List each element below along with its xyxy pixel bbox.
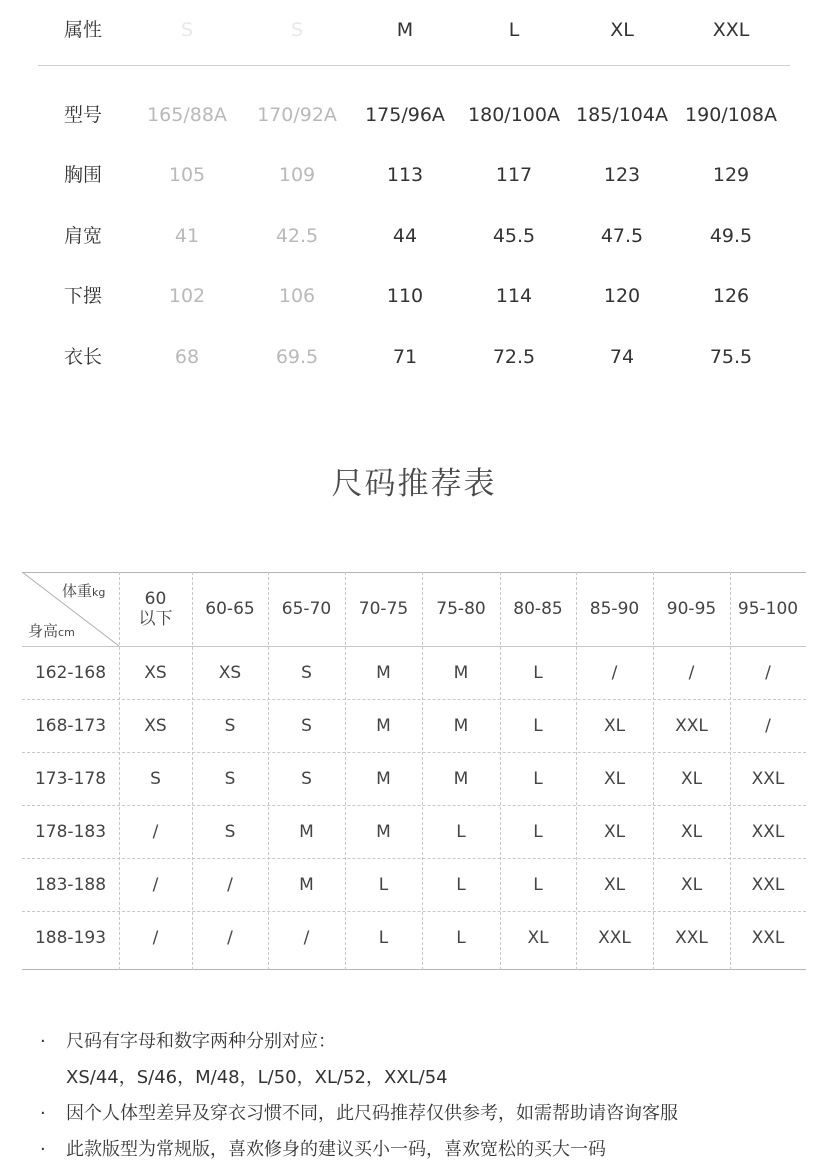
spec-header-size: S (180, 19, 194, 41)
spec-divider (38, 65, 790, 66)
spec-row-label: 下摆 (64, 285, 103, 307)
spec-header-size: S (290, 19, 304, 41)
size-cell: / (765, 716, 771, 736)
size-cell: L (378, 875, 389, 895)
size-recommendation-table (22, 572, 806, 970)
size-cell: / (152, 822, 159, 842)
height-unit: cm (58, 626, 75, 639)
weight-col-header (119, 572, 192, 646)
note-text: XS/44，S/46，M/48，L/50，XL/52，XXL/54 (66, 1067, 448, 1088)
height-row-label: 173-178 (34, 769, 107, 789)
size-cell: L (533, 663, 543, 683)
spec-row (0, 342, 828, 372)
size-cell: S (224, 769, 236, 789)
spec-row (0, 221, 828, 251)
size-cell: L (456, 822, 466, 842)
note-bullet: · (40, 1139, 46, 1160)
size-cell: XL (680, 769, 703, 789)
spec-row (0, 100, 828, 130)
note-bullet: · (40, 1103, 46, 1124)
spec-value: 117 (495, 164, 533, 186)
size-cell: L (533, 822, 543, 842)
size-cell: / (611, 663, 618, 683)
size-cell: XL (680, 822, 703, 842)
weight-col-header: 60-65 (205, 599, 255, 619)
size-cell: XL (527, 928, 549, 948)
size-cell: XS (218, 663, 242, 683)
size-cell: M (453, 716, 469, 736)
size-cell: XL (603, 822, 626, 842)
size-cell: L (456, 928, 466, 948)
size-cell: M (453, 663, 469, 683)
size-cell: XL (603, 716, 626, 736)
height-axis-label (28, 620, 75, 641)
size-cell: S (301, 716, 312, 736)
size-cell: XS (144, 663, 167, 683)
size-cell: XL (603, 769, 626, 789)
spec-value: 165/88A (147, 104, 227, 126)
size-cell: L (533, 716, 543, 736)
size-cell: / (227, 875, 233, 895)
spec-row-label: 胸围 (64, 164, 103, 186)
spec-value: 105 (168, 164, 206, 186)
spec-value: 190/108A (685, 104, 777, 126)
spec-value: 180/100A (468, 104, 560, 126)
spec-value: 175/96A (365, 104, 445, 126)
spec-value: 170/92A (257, 104, 337, 126)
spec-value: 74 (609, 346, 635, 368)
spec-row-label: 衣长 (64, 346, 103, 368)
spec-row (0, 160, 828, 190)
spec-row (0, 281, 828, 311)
weight-col-header: 70-75 (358, 599, 409, 619)
spec-value: 126 (712, 285, 750, 307)
note-text: 此款版型为常规版，喜欢修身的建议买小一码，喜欢宽松的买大一码 (66, 1139, 606, 1160)
size-cell: XXL (751, 928, 785, 948)
height-row-label: 162-168 (34, 663, 107, 683)
size-cell: M (299, 822, 314, 842)
size-cell: M (376, 822, 391, 842)
note-text: 尺码有字母和数字两种分别对应： (66, 1031, 336, 1052)
spec-value: 185/104A (576, 104, 668, 126)
size-cell: L (456, 875, 466, 895)
spec-value: 110 (386, 285, 424, 307)
size-cell: M (376, 663, 391, 683)
size-cell: S (150, 769, 161, 789)
weight-col-header: 65-70 (281, 599, 332, 619)
size-cell: S (301, 769, 312, 789)
size-cell: M (376, 716, 391, 736)
note-item (40, 1100, 800, 1136)
height-row-label: 168-173 (34, 716, 107, 736)
spec-value: 102 (168, 285, 206, 307)
spec-value: 120 (603, 285, 641, 307)
size-cell: L (378, 928, 389, 948)
spec-value: 68 (174, 346, 200, 368)
weight-col-header: 85-90 (589, 599, 640, 619)
size-cell: XL (680, 875, 703, 895)
spec-header-row (0, 15, 828, 45)
spec-header-size: XL (610, 19, 634, 41)
size-cell: / (688, 663, 695, 683)
size-cell: S (301, 663, 312, 683)
height-row-label: 178-183 (34, 822, 107, 842)
corner-cell (22, 572, 119, 646)
spec-header-label: 属性 (64, 19, 103, 41)
size-cell: XS (144, 716, 167, 736)
size-cell: XXL (751, 875, 785, 895)
spec-value: 71 (392, 346, 418, 368)
size-cell: XXL (675, 716, 708, 736)
spec-value: 75.5 (709, 346, 753, 368)
spec-value: 72.5 (492, 346, 536, 368)
size-cell: M (299, 875, 314, 895)
spec-row-label: 肩宽 (64, 225, 103, 247)
size-cell: / (765, 663, 771, 683)
spec-value: 129 (712, 164, 750, 186)
weight-unit: kg (92, 586, 106, 599)
weight-label: 体重 (62, 582, 93, 600)
size-cell: XL (603, 875, 626, 895)
spec-header-size: M (396, 19, 414, 41)
size-cell: XXL (598, 928, 631, 948)
size-cell: M (376, 769, 391, 789)
spec-value: 41 (174, 225, 200, 247)
spec-value: 106 (278, 285, 316, 307)
section-title: 尺码推荐表 (331, 466, 497, 502)
size-cell: / (152, 875, 159, 895)
size-notes (40, 1028, 800, 1172)
weight-col-header: 75-80 (436, 599, 486, 619)
size-cell: L (533, 875, 543, 895)
spec-value: 123 (603, 164, 641, 186)
spec-value: 42.5 (275, 225, 319, 247)
size-cell: / (227, 928, 233, 948)
height-row-label: 188-193 (34, 928, 107, 948)
spec-value: 45.5 (492, 225, 536, 247)
spec-value: 49.5 (709, 225, 753, 247)
size-cell: / (152, 928, 159, 948)
spec-header-size: XXL (712, 19, 750, 41)
note-item (40, 1064, 800, 1100)
weight-axis-label (62, 580, 105, 601)
size-cell: S (224, 716, 236, 736)
weight-col-line1: 60 (144, 589, 167, 609)
weight-col-line2: 以下 (138, 609, 173, 629)
size-cell: / (303, 928, 310, 948)
height-label: 身高 (28, 622, 59, 640)
spec-row-label: 型号 (64, 104, 103, 126)
size-cell: XXL (675, 928, 708, 948)
spec-value: 47.5 (600, 225, 644, 247)
note-item (40, 1028, 800, 1064)
weight-col-header: 90-95 (666, 599, 717, 619)
spec-value: 113 (386, 164, 424, 186)
spec-value: 69.5 (275, 346, 319, 368)
weight-col-header: 80-85 (513, 599, 563, 619)
size-cell: L (533, 769, 543, 789)
note-bullet: · (40, 1031, 46, 1052)
height-row-label: 183-188 (34, 875, 107, 895)
spec-value: 44 (392, 225, 418, 247)
table-border-bottom (22, 969, 806, 970)
size-cell: M (453, 769, 469, 789)
spec-header-size: L (508, 19, 520, 41)
size-cell: XXL (751, 769, 785, 789)
size-cell: S (224, 822, 236, 842)
note-text: 因个人体型差异及穿衣习惯不同，此尺码推荐仅供参考，如需帮助请咨询客服 (66, 1103, 678, 1124)
weight-col-header: 95-100 (737, 599, 799, 619)
size-cell: XXL (751, 822, 785, 842)
spec-value: 114 (495, 285, 533, 307)
spec-value: 109 (278, 164, 316, 186)
note-item (40, 1136, 800, 1172)
